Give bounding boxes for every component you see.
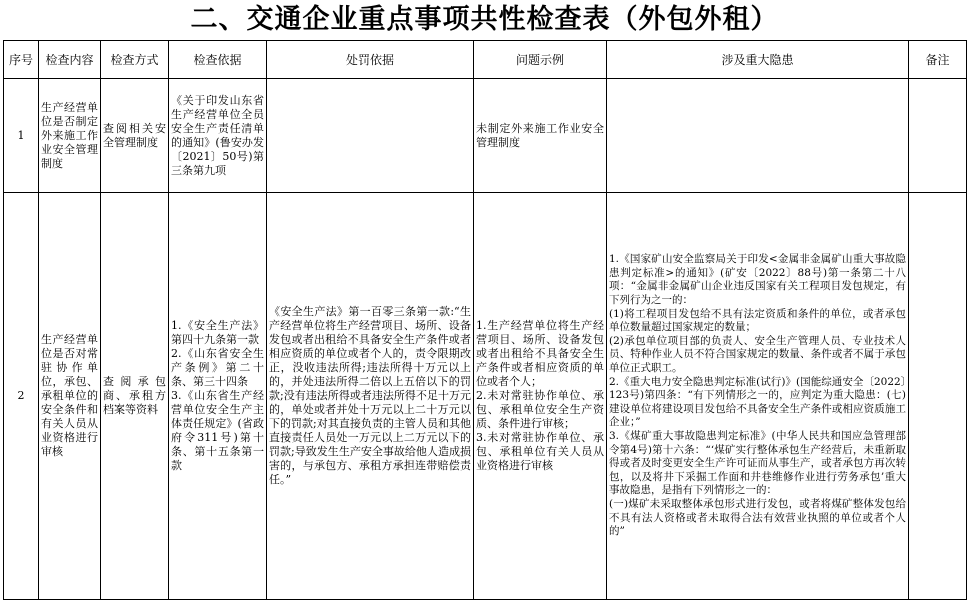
cell-no: 1 <box>4 79 39 193</box>
header-hazard: 涉及重大隐患 <box>607 41 909 79</box>
header-basis: 检查依据 <box>169 41 267 79</box>
cell-method: 查阅相关安全管理制度 <box>101 79 169 193</box>
cell-content: 生产经营单位是否对常驻协作单位，承包、承租单位的安全条件和有关人员从业资格进行审核 <box>39 193 101 600</box>
cell-remark <box>909 79 967 193</box>
cell-basis: 《关于印发山东省生产经营单位全员安全生产责任清单的通知》(鲁安办发〔2021〕50号)第三条第九项 <box>169 79 267 193</box>
header-remark: 备注 <box>909 41 967 79</box>
cell-hazard <box>607 79 909 193</box>
cell-example: 未制定外来施工作业安全管理制度 <box>474 79 607 193</box>
header-example: 问题示例 <box>474 41 607 79</box>
inspection-table <box>3 40 967 600</box>
cell-penalty: 《安全生产法》第一百零三条第一款:“生产经营单位将生产经营项目、场所、设备发包或者出租给不具备安全生产条件或者相应资质的单位或者个人的，责令限期改正，没收违法所得;违法所得十万元以上的，并处违法所得二倍以上五倍以下的罚款;没有违法所得或者违法所得不足十万元的，单处或者并处十万元以上二十万元以下的罚款;对其直接负责的主管人员和其他直接责任人员处一万元以上二万元以下的罚款;导致发生生产安全事故给他人造成损害的，与承包方、承租方承担连带赔偿责任。” <box>267 193 474 600</box>
page-title: 二、交通企业重点事项共性检查表（外包外租） <box>190 4 779 35</box>
table-row <box>4 193 967 600</box>
cell-method: 查阅承包商、承租方档案等资料 <box>101 193 169 600</box>
table-row <box>4 79 967 193</box>
header-no: 序号 <box>4 41 39 79</box>
cell-example: 1.生产经营单位将生产经营项目、场所、设备发包或者出租给不具备安全生产条件或者相应资质的单位或者个人； 2.未对常驻协作单位、承包、承租单位安全生产资质、条件进行审核； 3.未对常驻协作单位、承包、承租单位有关人员从业资格进行审核 <box>474 193 607 600</box>
header-row <box>4 41 967 79</box>
cell-no: 2 <box>4 193 39 600</box>
cell-hazard: 1.《国家矿山安全监察局关于印发<金属非金属矿山重大事故隐患判定标准>的通知》(矿安〔2022〕88号)第一条第二十八项：“金属非金属矿山企业违反国家有关工程项目发包规定，有下列行为之一的： (1)将工程项目发包给不具有法定资质和条件的单位，或者承包单位数量超过国家规定的数量； (2)承包单位项目部的负责人、安全生产管理人员、专业技术人员、特种作业人员不符合国家规定的数量、条件或者不属于承包单位正式职工。 2.《重大电力安全隐患判定标准(试行)》(国能综通安全〔2022〕123号)第四条：“有下列情形之一的，应判定为重大隐患：(七)建设单位将建设项目发包给不具备安全生产条件或相应资质施工企业；” 3.《煤矿重大事故隐患判定标准》(中华人民共和国应急管理部令第4号)第十六条：“‘煤矿实行整体承包生产经营后，未重新取得或者及时变更安全生产许可证而从事生产，或者承包方再次转包，以及将井下采掘工作面和井巷维修作业进行劳务承包’重大事故隐患，是指有下列情形之一的： (一)煤矿未采取整体承包形式进行发包，或者将煤矿整体发包给不具有法人资格或者未取得合法有效营业执照的单位或者个人的” <box>607 193 909 600</box>
header-method: 检查方式 <box>101 41 169 79</box>
cell-content: 生产经营单位是否制定外来施工作业安全管理制度 <box>39 79 101 193</box>
cell-basis: 1.《安全生产法》第四十九条第一款 2.《山东省安全生产条例》第二十条、第三十四条 3.《山东省生产经营单位安全生产主体责任规定》(省政府令311号)第十条、第十五条第一款 <box>169 193 267 600</box>
header-penalty: 处罚依据 <box>267 41 474 79</box>
cell-penalty <box>267 79 474 193</box>
header-content: 检查内容 <box>39 41 101 79</box>
cell-remark <box>909 193 967 600</box>
